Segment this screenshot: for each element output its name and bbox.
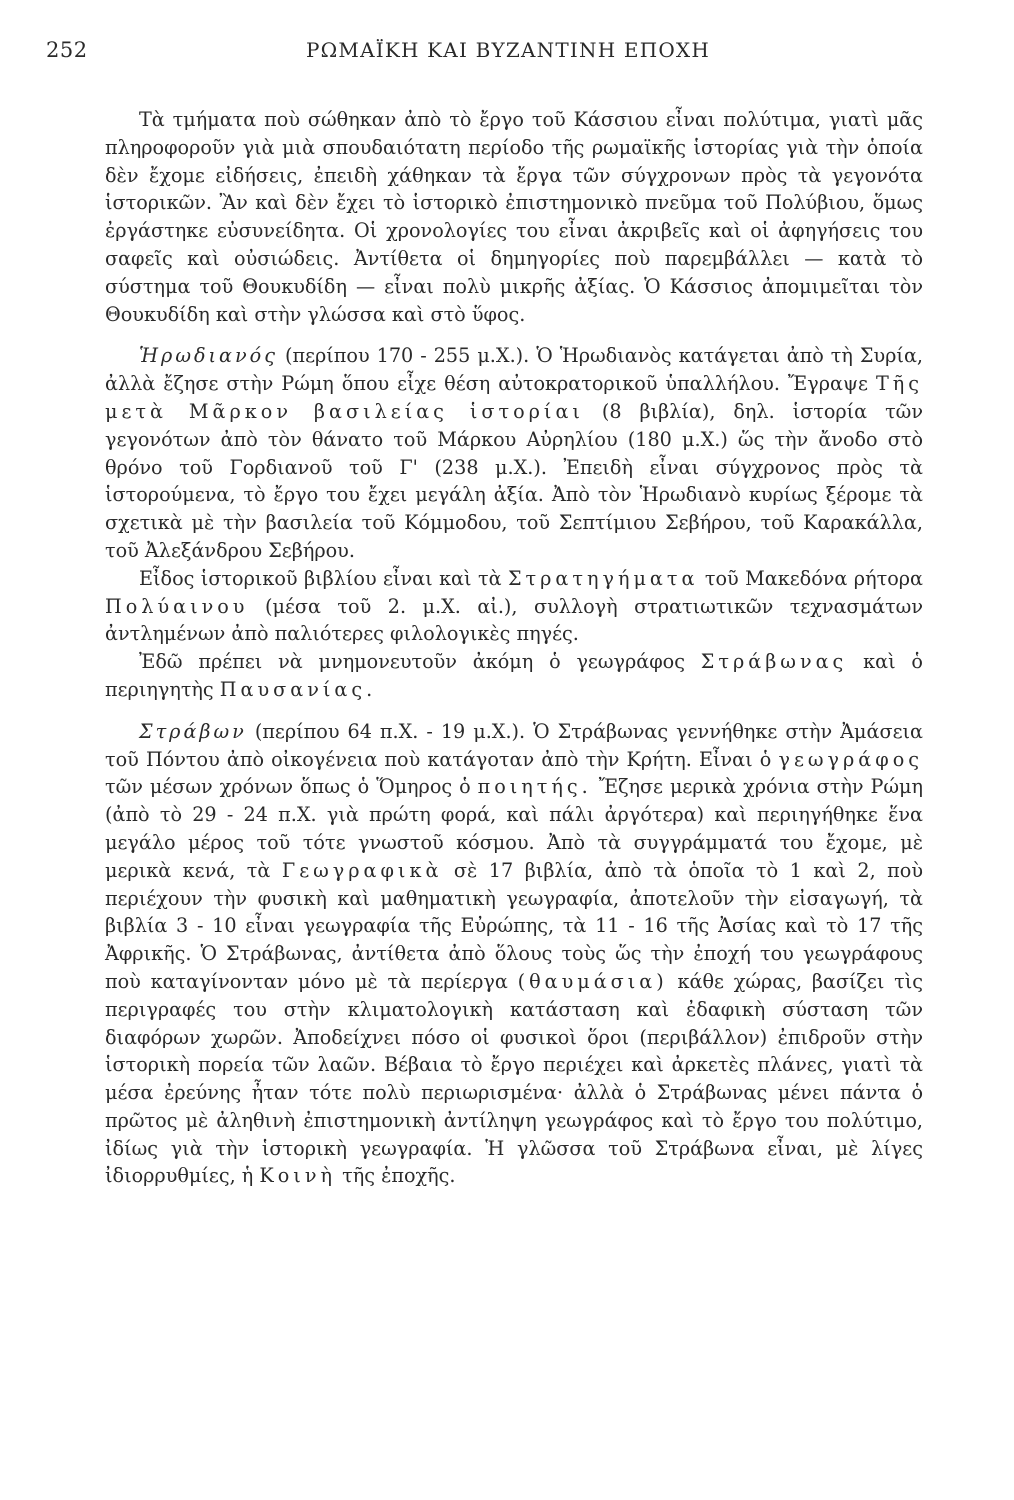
paragraph-herodian — [105, 342, 923, 564]
emphasis-word: (θαυμάσια) — [517, 969, 668, 993]
paragraph-text: Εἶδος ἱστορικοῦ βιβλίου εἶναι καὶ τὰ — [139, 566, 502, 590]
paragraph-text: (8 βιβλία), δηλ. ἱστορία τῶν γεγονότων ἀπὸ τὸν θάνατο τοῦ Μάρκου Αὐρηλίου (180 μ.Χ.) ὥς τὴν ἄνοδο στὸ θρόνο τοῦ Γορδιανοῦ τοῦ Γ' (238 μ.Χ.). Ἐπειδὴ εἶναι σύγχρονος πρὸς τὰ ἱστορούμενα, τὸ ἔργο του ἔχει μεγάλη ἀξία. Ἀπὸ τὸν Ἡρωδιανὸ κυρίως ξέρομε τὰ σχετικὰ μὲ τὴν βασιλεία τοῦ Κόμμοδου, τοῦ Σεπτίμιου Σεβήρου, τοῦ Καρακάλλα, τοῦ Ἀλεξάνδρου Σεβήρου. — [105, 399, 923, 562]
author-name-pausanias: Παυσανίας. — [219, 677, 377, 701]
paragraph-text: καὶ ὁ περιηγητὴς — [105, 650, 923, 701]
paragraph-text: τοῦ Μακεδόνα ρήτορα — [704, 566, 923, 590]
paragraph-text: σὲ 17 βιβλία, ἀπὸ τὰ ὁποῖα τὸ 1 καὶ 2, ποὺ περιέχουν τὴν φυσικὴ καὶ μαθηματικὴ γεωγραφία, ἀποτελοῦν τὴν εἰσαγωγή, τὰ βιβλία 3 - 10 εἶναι γεωγραφία τῆς Εὐρώπης, τὰ 11 - 16 τῆς Ἀσίας καὶ τὸ 17 τῆς Ἀφρικῆς. Ὁ Στράβωνας, ἀντίθετα ἀπὸ ὅλους τοὺς ὥς τὴν ἐποχή του γεωγράφους ποὺ καταγίνονταν μόνο μὲ τὰ περίεργα — [105, 858, 923, 993]
paragraph-text: Ἐδῶ πρέπει νὰ μνημονευτοῦν ἀκόμη ὁ γεωγράφος — [139, 650, 685, 674]
paragraph-text: Τὰ τμήματα ποὺ σώθηκαν ἀπὸ τὸ ἔργο τοῦ Κάσσιου εἶναι πολύτιμα, γιατὶ μᾶς πληροφοροῦν γιὰ μιὰ σπουδαιότατη περίοδο τῆς ρωμαϊκῆς ἱστορίας γιὰ τὴν ὁποία δὲν ἔχομε εἰδήσεις, ἐπειδὴ χάθηκαν τὰ ἔργα τῶν σύγχρονων πρὸς τὰ γεγονότα ἱστορικῶν. Ἂν καὶ δὲν ἔχει τὸ ἱστορικὸ ἐπιστημονικὸ πνεῦμα τοῦ Πολύβιου, ὅμως ἐργάστηκε εὐσυνείδητα. Οἱ χρονολογίες του εἶναι ἀκριβεῖς καὶ οἱ ἀφηγήσεις του σαφεῖς καὶ οὐσιώδεις. Ἀντίθετα οἱ δημηγορίες ποὺ παρεμβάλλει — κατὰ τὸ σύστημα τοῦ Θουκυδίδη — εἶναι πολὺ μικρῆς ἀξίας. Ὁ Κάσσιος ἀπομιμεῖται τὸν Θουκυδίδη καὶ στὴν γλώσσα καὶ στὸ ὕφος. — [105, 108, 923, 326]
page-number: 252 — [46, 38, 88, 62]
paragraph-text: τῶν μέσων χρόνων ὅπως ὁ Ὅμηρος ὁ — [105, 775, 471, 799]
work-title: Στρατηγήματα — [507, 566, 699, 590]
body-text — [105, 106, 923, 1190]
paragraph-strabo — [105, 718, 923, 1191]
paragraph-kassios — [105, 106, 923, 328]
paragraph-polyaenus — [105, 565, 923, 648]
author-name-polyaenus: Πολύαινου — [105, 594, 249, 618]
emphasis-word: ποιητής. — [477, 775, 592, 799]
author-name-strabon: Στράβων — [139, 719, 247, 743]
emphasis-word: Κοινὴ — [259, 1164, 336, 1188]
author-name-herodian: Ἡρωδιανός — [139, 344, 278, 368]
paragraph-text: (περίπου 170 - 255 μ.Χ.). Ὁ Ἡρωδιανὸς κατάγεται ἀπὸ τὴ Συρία, ἀλλὰ ἔζησε στὴν Ρώμη ὅπου εἶχε θέση αὐτοκρατορικοῦ ὑπαλλήλου. Ἔγραψε — [105, 344, 923, 396]
paragraph-text: (περίπου 64 π.Χ. - 19 μ.Χ.). Ὁ Στράβωνας γεννήθηκε στὴν Ἀμάσεια τοῦ Πόντου ἀπὸ οἰκογένεια ποὺ κατάγοταν ἀπὸ τὴν Κρήτη. Εἶναι ὁ — [105, 719, 923, 771]
paragraph-geographers — [105, 648, 923, 704]
paragraph-text: κάθε χώρας, βασίζει τὶς περιγραφές του στὴν κλιματολογικὴ κατάσταση καὶ ἐδαφικὴ σύσταση τῶν διαφόρων χωρῶν. Ἀποδείχνει πόσο οἱ φυσικοὶ ὅροι (περιβάλλον) ἐπιδροῦν στὴν ἱστορικὴ πορεία τῶν λαῶν. Βέβαια τὸ ἔργο περιέχει καὶ ἀρκετὲς πλάνες, γιατὶ τὰ μέσα ἐρεύνης ἦταν τότε πολὺ περιωρισμένα· ἀλλὰ ὁ Στράβωνας μένει πάντα ὁ πρῶτος μὲ ἀληθινὴ ἐπιστημονικὴ ἀντίληψη γεωγράφος καὶ τὸ ἔργο του πολύτιμο, ἰδίως γιὰ τὴν ἱστορικὴ γεωγραφία. Ἡ γλῶσσα τοῦ Στράβωνα εἶναι, μὲ λίγες ἰδιορρυθμίες, ἡ — [105, 969, 924, 1188]
running-title: ΡΩΜΑΪΚΗ ΚΑΙ ΒΥΖΑΝΤΙΝΗ ΕΠΟΧΗ — [305, 38, 711, 62]
work-title: Γεωγραφικὰ — [281, 858, 443, 882]
emphasis-word: γεωγράφος — [778, 747, 923, 771]
author-name-strabo: Στράβωνας — [700, 650, 848, 674]
work-title: Τῆς μετὰ Μᾶρκον βασιλείας ἱστορίαι — [105, 372, 923, 423]
paragraph-text: Ἔζησε μερικὰ χρόνια στὴν Ρώμη (ἀπὸ τὸ 29 - 24 π.Χ. γιὰ πρώτη φορά, καὶ πάλι ἀργότερα) καὶ περιηγήθηκε ἕνα μεγάλο μέρος τοῦ τότε γνωστοῦ κόσμου. Ἀπὸ τὰ συγγράμματά του ἔχομε, μὲ μερικὰ κενά, τὰ — [105, 775, 923, 882]
page-header — [46, 38, 970, 68]
paragraph-text: (μέσα τοῦ 2. μ.Χ. αἰ.), συλλογὴ στρατιωτικῶν τεχνασμάτων ἀντλημένων ἀπὸ παλιότερες φιλολογικὲς πηγές. — [105, 594, 923, 646]
paragraph-text: τῆς ἐποχῆς. — [342, 1164, 456, 1188]
